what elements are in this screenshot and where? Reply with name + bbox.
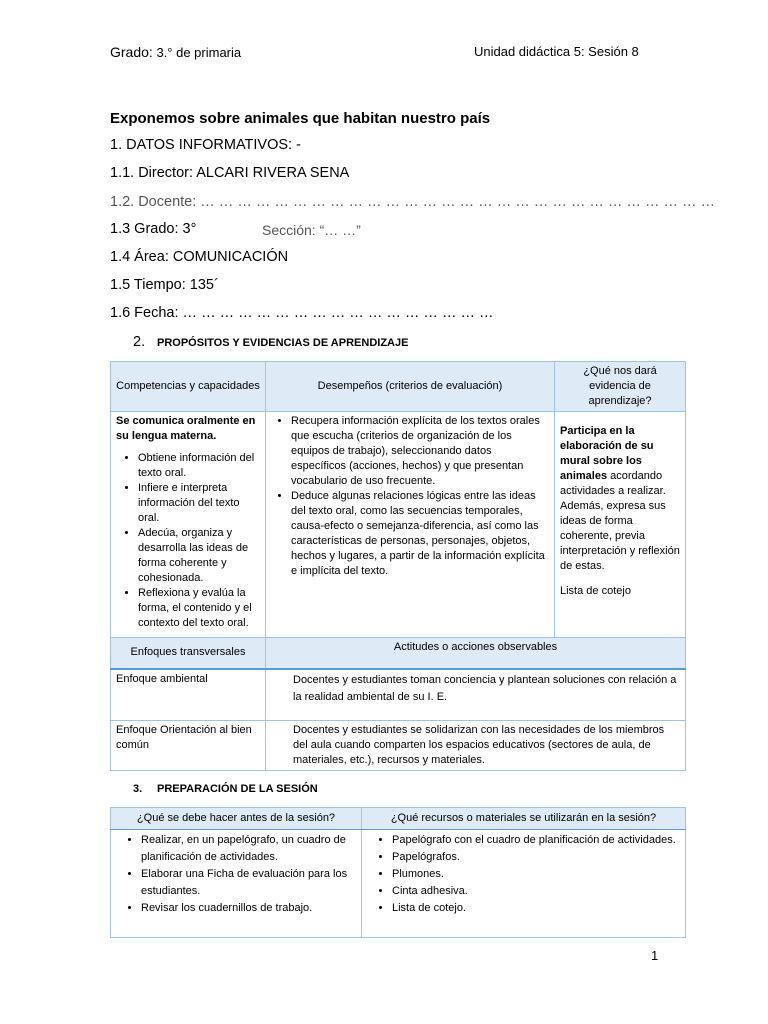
page-number: 1: [651, 948, 659, 963]
director-line: 1.1. Director: ALCARI RIVERA SENA: [110, 165, 350, 181]
header-desempenos: Desempeños (criterios de evaluación): [266, 362, 555, 412]
capacidades-list: [116, 451, 260, 631]
header-enfoques: Enfoques transversales: [111, 638, 266, 669]
recursos-list: [368, 832, 679, 917]
enfoque-name: Enfoque Orientación al bien común: [111, 721, 266, 771]
fecha-line: 1.6 Fecha: … … … … … … … … … … … … … … … … …: [110, 305, 494, 321]
enfoque-name: Enfoque ambiental: [111, 669, 266, 721]
list-item: • Plumones.: [392, 866, 679, 883]
list-item: • Elaborar una Ficha de evaluación para los estudiantes.: [141, 866, 355, 900]
antes-cell: [111, 830, 362, 938]
evidencia-bold: Participa en la elaboración de su mural sobre los animales: [560, 425, 654, 482]
enfoque-text: Docentes y estudiantes toman conciencia y plantean soluciones con relación a la realidad ambiental de su I. E.: [266, 669, 686, 721]
enfoque-text: Docentes y estudiantes se solidarizan con las necesidades de los miembros del aula cuando comparten los espacios educativos (sectores de aula, de materiales, etc.), recursos y materiales.: [266, 721, 686, 771]
list-item: • Papelógrafo con el cuadro de planificación de actividades.: [392, 832, 679, 849]
antes-list: [117, 832, 355, 917]
header-evidencia: ¿Qué nos dará evidencia de aprendizaje?: [555, 362, 686, 412]
instrumento-text: Lista de cotejo: [560, 585, 631, 597]
header-grade: [110, 44, 241, 60]
list-item: • Cinta adhesiva.: [392, 883, 679, 900]
list-item: • Revisar los cuadernillos de trabajo.: [141, 900, 355, 917]
list-item: • Adecúa, organiza y desarrolla las ideas de forma coherente y cohesionada.: [138, 526, 260, 586]
section2-title: PROPÓSITOS Y EVIDENCIAS DE APRENDIZAJE: [157, 337, 409, 349]
list-item: • Lista de cotejo.: [392, 900, 679, 917]
purposes-table: [110, 361, 686, 771]
preparation-table: [110, 807, 686, 938]
list-item: • Realizar, en un papelógrafo, un cuadro de planificación de actividades.: [141, 832, 355, 866]
list-item: • Obtiene información del texto oral.: [138, 451, 260, 481]
desempenos-cell: [266, 412, 555, 638]
list-item: • Reflexiona y evalúa la forma, el contenido y el contexto del texto oral.: [138, 586, 260, 631]
list-item: • Deduce algunas relaciones lógicas entre las ideas del texto oral, como las secuencias temporales, causa-efecto o semejanza-diferencia, así como las características de personas, personajes, objetos, hechos y lugares, a partir de la información explícita e implícita del texto.: [291, 489, 549, 579]
evidencia-cell: [555, 412, 686, 638]
section3-number: 3.: [133, 783, 143, 795]
evidencia-rest: acordando actividades a realizar. Además, expresa sus ideas de forma coherente, previa interpretación y reflexión de estas.: [560, 470, 680, 572]
section2-number: 2.: [133, 334, 146, 350]
area-line: 1.4 Área: COMUNICACIÓN: [110, 249, 289, 265]
header-recursos: ¿Qué recursos o materiales se utilizarán en la sesión?: [362, 808, 686, 830]
list-item: • Recupera información explícita de los textos orales que escucha (criterios de organización de los equipos de trabajo), seleccionando datos específicos (acciones, hechos) y que presentan vocabulario de uso frecuente.: [291, 414, 549, 489]
desempenos-list: [271, 414, 549, 579]
section1-heading: 1. DATOS INFORMATIVOS: -: [110, 137, 301, 153]
grado-line: 1.3 Grado: 3°: [110, 221, 197, 237]
list-item: • Infiere e interpreta información del texto oral.: [138, 481, 260, 526]
header-unit: Unidad didáctica 5: Sesión 8: [474, 44, 639, 59]
evidencia-text: [560, 424, 680, 574]
competencia-title: Se comunica oralmente en su lengua materna.: [116, 415, 256, 442]
document-title: Exponemos sobre animales que habitan nuestro país: [110, 110, 491, 127]
recursos-cell: [362, 830, 686, 938]
header-grade-label: Grado:: [110, 44, 153, 60]
header-competencias: Competencias y capacidades: [111, 362, 266, 412]
header-grade-value: 3.° de primaria: [156, 45, 242, 60]
header-actitudes: Actitudes o acciones observables: [266, 638, 686, 669]
list-item: • Papelógrafos.: [392, 849, 679, 866]
tiempo-line: 1.5 Tiempo: 135´: [110, 277, 219, 293]
section3-title: PREPARACIÓN DE LA SESIÓN: [157, 783, 318, 795]
docente-line: 1.2. Docente: … … … … … … … … … … … … … … … … … … … … … … … … … … … …: [110, 194, 716, 210]
header-antes: ¿Qué se debe hacer antes de la sesión?: [111, 808, 362, 830]
seccion-line: Sección: “… …”: [262, 222, 361, 238]
competencias-cell: [111, 412, 266, 638]
